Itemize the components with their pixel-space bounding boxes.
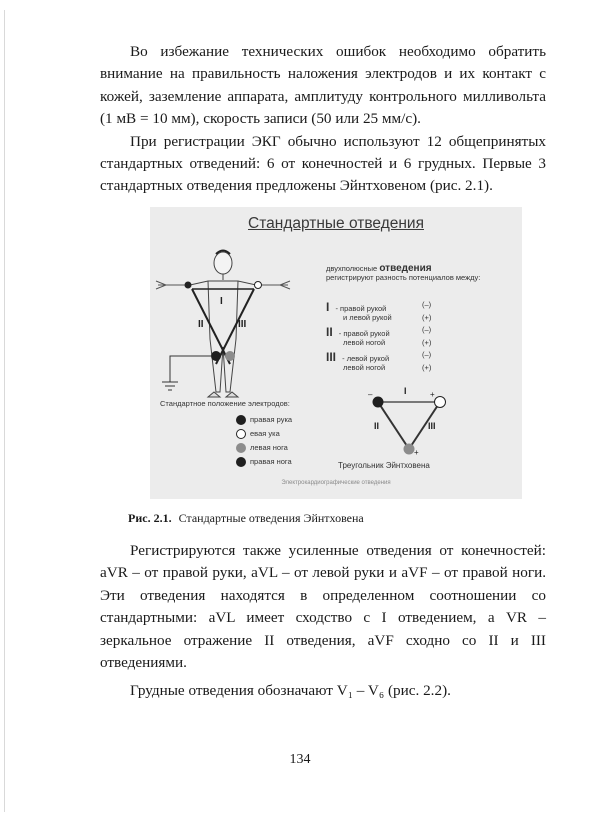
figure-caption xyxy=(128,511,364,526)
figure-title: Стандартные отведения xyxy=(248,215,424,232)
triangle-plus-top-right: + xyxy=(430,390,435,399)
electrode-dot-icon xyxy=(236,415,246,425)
lead-number: I xyxy=(326,300,330,314)
lead-row xyxy=(326,325,456,339)
triangle-label-i: I xyxy=(404,386,407,396)
lead-text: левой ногой xyxy=(343,363,386,372)
lead-text: левой ногой xyxy=(343,338,386,347)
figure-standard-leads xyxy=(150,207,522,499)
lead-number: III xyxy=(326,350,337,364)
electrode-dot-icon xyxy=(236,443,246,453)
lead-row xyxy=(343,338,456,347)
triangle-label-ii: II xyxy=(374,421,380,431)
lead-number: II xyxy=(326,325,333,339)
lead-row xyxy=(326,300,456,314)
paragraph: При регистрации ЭКГ обычно используют 12 общепринятых стандартных отведений: 6 от конечностей и 6 грудных. Первые 3 стандартных отведения предложены Эйнтховеном (рис. 2.1). xyxy=(100,132,546,195)
figure-footer: Электрокардиографические отведения xyxy=(281,480,391,486)
lead-row xyxy=(343,313,456,322)
electrode-label: правая нога xyxy=(250,457,292,466)
lead-text: - правой рукой xyxy=(335,304,387,313)
left-leg-electrode-icon xyxy=(225,351,235,361)
triangle-caption: Треугольник Эйнтховена xyxy=(338,461,430,470)
lead-sign: (+) xyxy=(422,338,432,347)
body-lead-ii: II xyxy=(198,319,204,330)
lead-text: - правой рукой xyxy=(338,329,390,338)
leads-note xyxy=(326,264,516,282)
electrode-label: евая ука xyxy=(250,429,280,438)
lead-sign: (–) xyxy=(422,325,432,334)
electrode-dot-icon xyxy=(236,457,246,467)
electrode-item xyxy=(250,442,288,454)
lead-row xyxy=(326,350,456,364)
text-block-top xyxy=(100,41,546,198)
electrode-label: правая рука xyxy=(250,415,293,424)
paragraph: Регистрируются также усиленные отведения от конечностей: aVR – от правой руки, aVL – от левой руки и aVF – от правой ноги. Эти отведения находятся в определенном соотношении со стандартными: aVL имеет сходство с I отведением, а VR – зеркальное отражение II отведения, aVF сходно со II и III отведениями. xyxy=(100,542,546,672)
electrode-title: Стандартное положение электродов: xyxy=(160,399,290,408)
electrode-label: левая нога xyxy=(250,443,288,452)
electrode-item xyxy=(250,414,292,426)
paragraph: Во избежание технических ошибок необходимо обратить внимание на правильность наложения электродов и их контакт с кожей, заземление аппарата, амплитуду контрольного милливольта (1 мВ = 10 мм), скорость записи (50 или 25 мм/с). xyxy=(100,43,546,128)
lead-text: - левой рукой xyxy=(342,354,390,363)
electrode-item xyxy=(250,456,292,468)
right-leg-electrode-icon xyxy=(211,351,221,361)
body-lead-i: I xyxy=(220,296,223,307)
page-number: 134 xyxy=(289,752,311,767)
note-rest: регистрируют разность потенциалов между: xyxy=(326,273,481,282)
triangle-plus-bottom: + xyxy=(414,448,419,457)
triangle-minus-top-left: – xyxy=(368,390,373,399)
electrode-dot-icon xyxy=(236,429,246,439)
lead-sign: (–) xyxy=(422,350,432,359)
triangle-label-iii: III xyxy=(428,421,436,431)
lead-text: и левой рукой xyxy=(343,313,392,322)
lead-row xyxy=(343,363,456,372)
ground-icon xyxy=(162,356,211,390)
lead-sign: (+) xyxy=(422,313,432,322)
caption-label: Рис. 2.1. xyxy=(128,511,172,525)
lead-sign: (–) xyxy=(422,300,432,309)
electrode-item xyxy=(250,428,280,440)
note-bold: отведения xyxy=(379,263,432,274)
body-lead-iii: III xyxy=(238,319,247,330)
paragraph: Грудные отведения обозначают V₁ – V₆ (рис. 2.2). xyxy=(130,682,451,700)
lead-sign: (+) xyxy=(422,363,432,372)
note-prefix: двухполюсные xyxy=(326,264,378,273)
text-block-bottom xyxy=(100,540,546,703)
caption-text: Стандартные отведения Эйнтховена xyxy=(178,511,364,525)
